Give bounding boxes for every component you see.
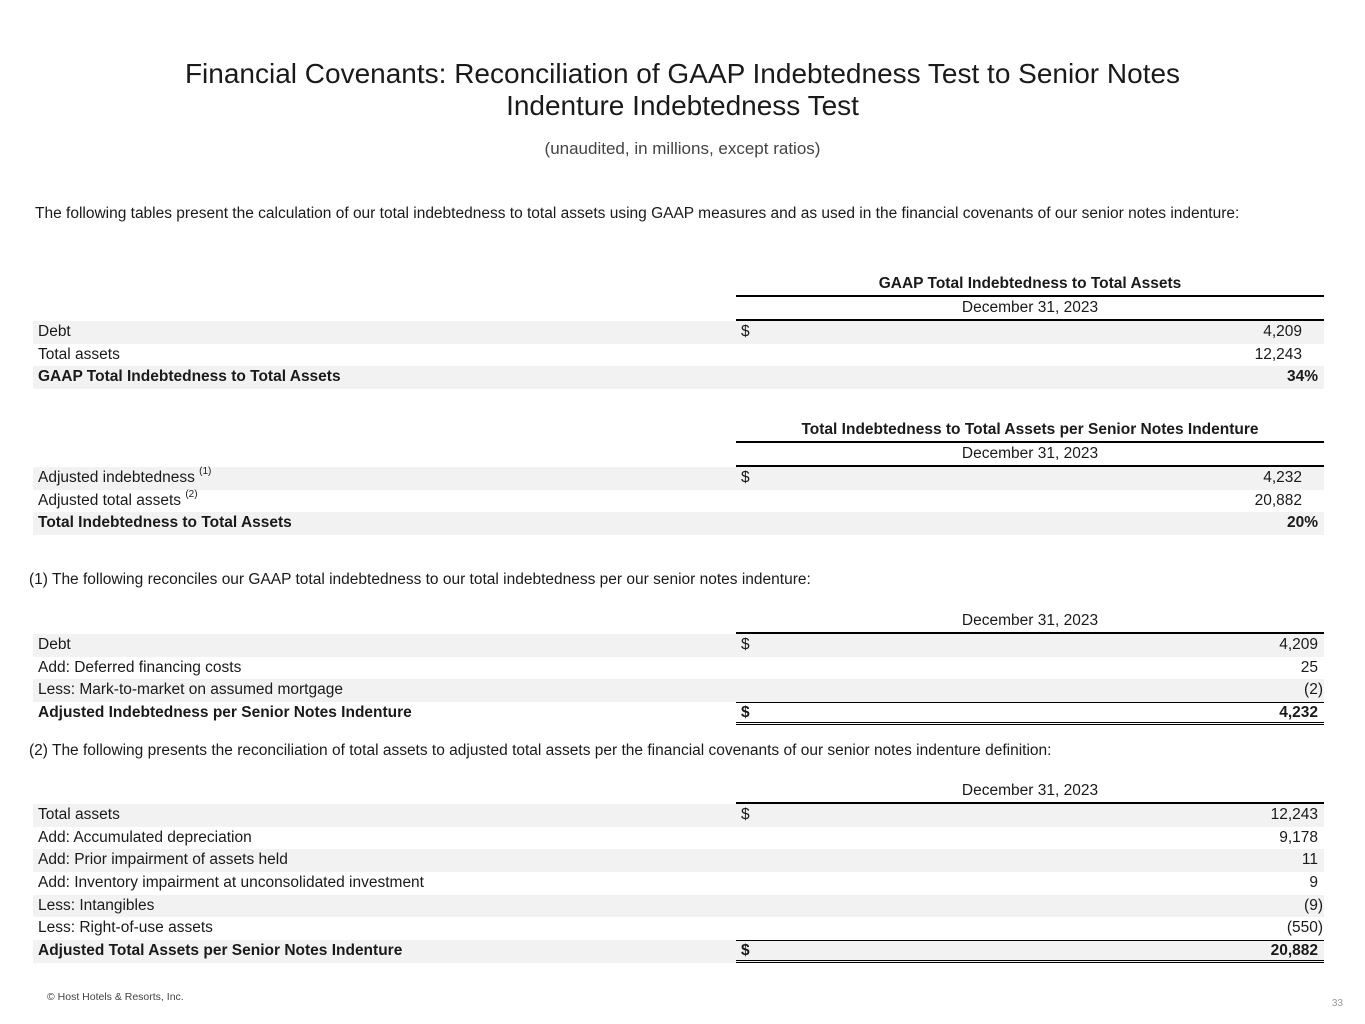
row-value: (2) bbox=[1304, 681, 1323, 699]
row-label: Total assets bbox=[38, 806, 120, 823]
row-label-text: Adjusted total assets bbox=[38, 491, 182, 509]
note-2-table bbox=[33, 780, 1324, 963]
row-label: Adjusted Indebtedness per Senior Notes Indenture bbox=[38, 704, 412, 722]
row-value: 20% bbox=[1286, 514, 1318, 532]
currency-symbol: $ bbox=[741, 942, 750, 960]
table-row bbox=[33, 849, 1324, 872]
table-row bbox=[33, 467, 1324, 490]
total-underline bbox=[736, 940, 1324, 963]
row-label: Add: Accumulated depreciation bbox=[38, 828, 252, 846]
table-row bbox=[33, 344, 1324, 367]
row-value: 9,178 bbox=[1279, 828, 1318, 846]
row-label bbox=[38, 467, 211, 490]
note-1-text: (1) The following reconciles our GAAP total indebtedness to our total indebtedness per our senior notes indenture: bbox=[29, 571, 811, 588]
row-label: Adjusted Total Assets per Senior Notes Indenture bbox=[38, 942, 403, 960]
currency-symbol: $ bbox=[741, 704, 750, 722]
gaap-table bbox=[33, 273, 1324, 389]
page-title bbox=[0, 58, 1365, 122]
row-value: 34% bbox=[1286, 368, 1318, 386]
table-row bbox=[33, 657, 1324, 680]
row-label: Debt bbox=[38, 323, 71, 340]
table-row bbox=[33, 940, 1324, 963]
row-label: GAAP Total Indebtedness to Total Assets bbox=[38, 368, 341, 386]
row-value: 4,209 bbox=[1263, 323, 1302, 340]
note-1-table bbox=[33, 610, 1324, 725]
table-row bbox=[33, 512, 1324, 535]
row-label: Add: Deferred financing costs bbox=[38, 658, 242, 676]
row-value: 20,882 bbox=[1270, 942, 1318, 960]
table-row bbox=[33, 679, 1324, 702]
table-row bbox=[33, 321, 1324, 344]
row-value: (550) bbox=[1286, 919, 1323, 937]
table-row bbox=[33, 702, 1324, 725]
footnote-ref: (1) bbox=[199, 466, 212, 477]
copyright-footer: © Host Hotels & Resorts, Inc. bbox=[47, 991, 184, 1003]
row-label: Less: Mark-to-market on assumed mortgage bbox=[38, 681, 343, 699]
table-row bbox=[33, 490, 1324, 513]
footnote-ref: (2) bbox=[185, 488, 198, 500]
currency-symbol: $ bbox=[741, 636, 750, 653]
table-row bbox=[33, 895, 1324, 918]
row-value: 9 bbox=[1309, 874, 1318, 892]
table-row bbox=[33, 634, 1324, 657]
row-label bbox=[38, 490, 198, 513]
table-row bbox=[33, 804, 1324, 827]
row-label: Less: Right-of-use assets bbox=[38, 919, 213, 937]
currency-symbol: $ bbox=[741, 806, 750, 823]
intro-text: The following tables present the calculation of our total indebtedness to total assets using GAAP measures and as used in the financial covenants of our senior notes indenture: bbox=[35, 205, 1240, 222]
total-underline bbox=[736, 702, 1324, 725]
note-1-date: December 31, 2023 bbox=[736, 610, 1324, 634]
row-label: Total assets bbox=[38, 345, 120, 363]
table-row bbox=[33, 366, 1324, 389]
row-value: 4,232 bbox=[1263, 469, 1302, 486]
page-number: 33 bbox=[1331, 998, 1343, 1009]
row-value: 11 bbox=[1301, 851, 1318, 869]
row-value: 4,232 bbox=[1279, 704, 1318, 722]
row-label: Add: Inventory impairment at unconsolidated investment bbox=[38, 874, 424, 892]
note-2-text: (2) The following presents the reconciliation of total assets to adjusted total assets per the financial covenants of our senior notes indenture definition: bbox=[29, 742, 1052, 759]
title-line-2: Indenture Indebtedness Test bbox=[506, 90, 859, 121]
indenture-table-header: Total Indebtedness to Total Assets per Senior Notes Indenture bbox=[736, 419, 1324, 443]
row-label-text: Adjusted indebtedness bbox=[38, 469, 195, 486]
row-value: 12,243 bbox=[1254, 345, 1302, 363]
row-value: 20,882 bbox=[1254, 491, 1302, 509]
row-value: 12,243 bbox=[1270, 806, 1318, 823]
row-value: 4,209 bbox=[1279, 636, 1318, 653]
row-label: Add: Prior impairment of assets held bbox=[38, 851, 288, 869]
currency-symbol: $ bbox=[741, 469, 750, 486]
currency-symbol: $ bbox=[741, 323, 750, 340]
note-2-date: December 31, 2023 bbox=[736, 780, 1324, 804]
indenture-table-date: December 31, 2023 bbox=[736, 443, 1324, 467]
title-line-1: Financial Covenants: Reconciliation of GAAP Indebtedness Test to Senior Notes bbox=[184, 58, 1181, 89]
table-row bbox=[33, 872, 1324, 895]
row-value: 25 bbox=[1300, 658, 1318, 676]
page-subtitle: (unaudited, in millions, except ratios) bbox=[544, 139, 821, 158]
row-label: Debt bbox=[38, 636, 71, 653]
row-label: Less: Intangibles bbox=[38, 896, 155, 914]
table-row bbox=[33, 917, 1324, 940]
row-value: (9) bbox=[1304, 896, 1323, 914]
table-row bbox=[33, 827, 1324, 850]
gaap-table-header: GAAP Total Indebtedness to Total Assets bbox=[736, 273, 1324, 297]
indenture-table bbox=[33, 419, 1324, 535]
row-label: Total Indebtedness to Total Assets bbox=[38, 514, 292, 532]
gaap-table-date: December 31, 2023 bbox=[736, 297, 1324, 321]
